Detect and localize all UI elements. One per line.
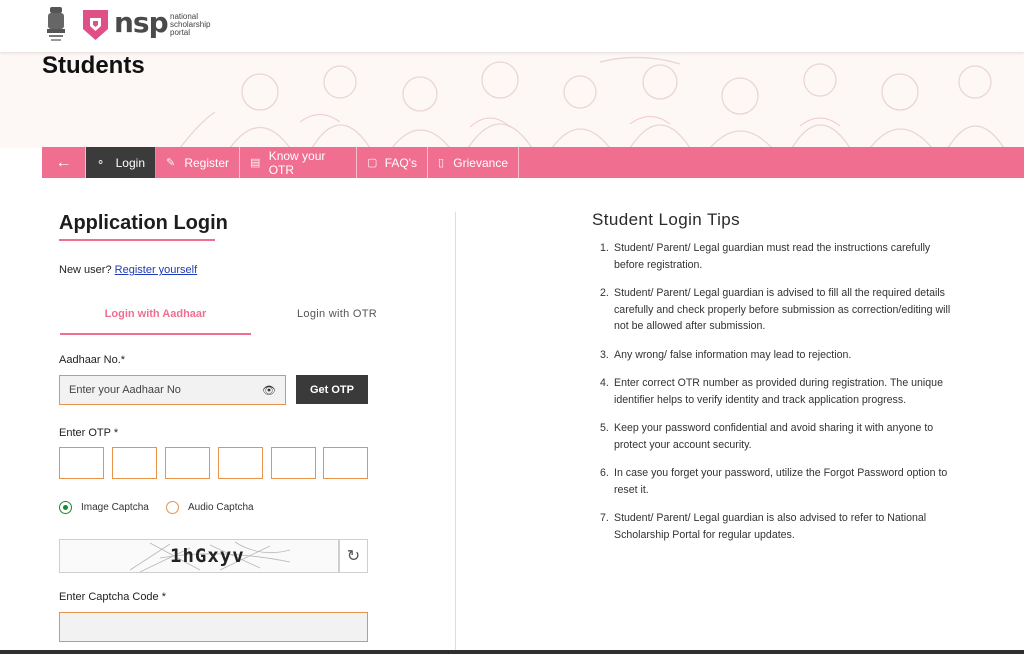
captcha-text: 1hGxyv: [170, 545, 245, 567]
banner-illustration: [0, 52, 1024, 148]
edit-icon: ✎: [166, 157, 176, 169]
refresh-captcha-button[interactable]: [339, 539, 368, 573]
captcha-code-input[interactable]: [59, 612, 368, 642]
eye-slash-icon[interactable]: 👁: [262, 384, 276, 397]
document-icon: ▤: [250, 157, 261, 169]
tip-number: 6.: [600, 467, 609, 479]
panel-divider: [455, 212, 456, 652]
refresh-icon: ↻: [346, 548, 361, 565]
tip-number: 2.: [600, 287, 609, 299]
students-banner: [0, 52, 1024, 148]
otp-digit-input[interactable]: [112, 447, 157, 479]
tip-number: 3.: [600, 348, 609, 361]
tab-login-with-otr[interactable]: Login with OTR: [296, 308, 377, 320]
arrow-left-icon: ←: [55, 153, 72, 171]
nav-item-grievance[interactable]: [428, 147, 519, 178]
tip-item: [600, 240, 955, 273]
key-icon: ⚬: [96, 157, 106, 169]
nav-item-login[interactable]: [86, 147, 156, 178]
nav-item-faqs[interactable]: [357, 147, 428, 178]
aadhaar-placeholder: Enter your Aadhaar No: [69, 384, 181, 396]
otp-digit-input[interactable]: [323, 447, 368, 479]
otp-label: Enter OTP *: [59, 427, 119, 439]
tip-number: 7.: [600, 512, 609, 524]
chat-icon: ▢: [367, 157, 378, 169]
register-link[interactable]: Register yourself: [114, 264, 198, 276]
aadhaar-label: Aadhaar No.*: [59, 354, 126, 366]
site-header: [0, 0, 1024, 52]
tip-item: [600, 420, 955, 453]
page-bottom-edge: [0, 650, 1024, 654]
otp-digit-input[interactable]: [59, 447, 104, 479]
bookmark-icon: ▯: [438, 157, 445, 169]
image-captcha-radio[interactable]: [59, 501, 149, 514]
tip-text: In case you forget your password, utilize the Forgot Password option to reset it.: [614, 467, 948, 496]
nav-label: Grievance: [453, 155, 508, 170]
logo-sub-line: national: [170, 12, 199, 21]
tip-number: 1.: [600, 242, 609, 254]
page-title: Students: [42, 52, 145, 79]
tip-text: Enter correct OTR number as provided during registration. The unique identifier helps to verify identity and track application progress.: [614, 377, 943, 406]
radio-unselected-icon: [166, 501, 179, 514]
captcha-code-label: Enter Captcha Code *: [59, 591, 167, 603]
login-title: Application Login: [59, 212, 228, 234]
tip-text: Student/ Parent/ Legal guardian must read the instructions carefully before registration.: [614, 242, 931, 271]
tab-login-with-aadhaar[interactable]: Login with Aadhaar: [60, 308, 251, 335]
tip-item: [600, 375, 955, 408]
tip-item: [600, 465, 955, 498]
tip-number: 5.: [600, 422, 609, 434]
radio-label: Audio Captcha: [188, 502, 254, 513]
radio-selected-icon: [59, 501, 72, 514]
nav-label: Know your OTR: [268, 148, 326, 177]
tip-text: Keep your password confidential and avoid sharing it with anyone to protect your account security.: [614, 422, 934, 451]
audio-captcha-radio[interactable]: [166, 501, 254, 514]
captcha-image: [59, 539, 339, 573]
tips-list: [600, 240, 955, 555]
aadhaar-input[interactable]: [59, 375, 286, 405]
tip-text: Student/ Parent/ Legal guardian is advised to fill all the required details carefully and check properly before submission as correction/editing will not be allowed after submission.: [614, 287, 951, 332]
tip-item: [600, 510, 955, 543]
tips-title: Student Login Tips: [592, 210, 741, 229]
new-user-text: New user?: [59, 264, 112, 276]
title-underline: [59, 239, 215, 241]
otp-digit-input[interactable]: [271, 447, 316, 479]
tip-text: Student/ Parent/ Legal guardian is also advised to refer to National Scholarship Portal for regular updates.: [614, 512, 927, 541]
tip-item: [600, 347, 955, 364]
tip-item: [600, 285, 955, 335]
tip-number: 4.: [600, 377, 609, 389]
nav-item-know-your-otr[interactable]: [240, 147, 357, 178]
nsp-logo-subtitle: [170, 13, 230, 37]
logo-sub-line: scholarship: [170, 20, 211, 29]
main-nav: [42, 147, 1024, 178]
nsp-logo-icon: [82, 9, 109, 41]
national-emblem-icon: [44, 5, 68, 45]
logo-sub-line: portal: [170, 28, 191, 37]
nsp-logo-text: nsp: [114, 6, 168, 39]
nav-label: Register: [184, 155, 229, 170]
nav-label: Login: [115, 155, 145, 170]
tip-text: Any wrong/ false information may lead to rejection.: [614, 348, 852, 361]
get-otp-button[interactable]: Get OTP: [296, 375, 368, 404]
otp-digit-input[interactable]: [165, 447, 210, 479]
otp-digit-input[interactable]: [218, 447, 263, 479]
nav-item-register[interactable]: [156, 147, 240, 178]
back-button[interactable]: [42, 147, 86, 178]
radio-label: Image Captcha: [81, 502, 149, 513]
nav-label: FAQ's: [384, 155, 417, 170]
new-user-line: [59, 264, 197, 276]
